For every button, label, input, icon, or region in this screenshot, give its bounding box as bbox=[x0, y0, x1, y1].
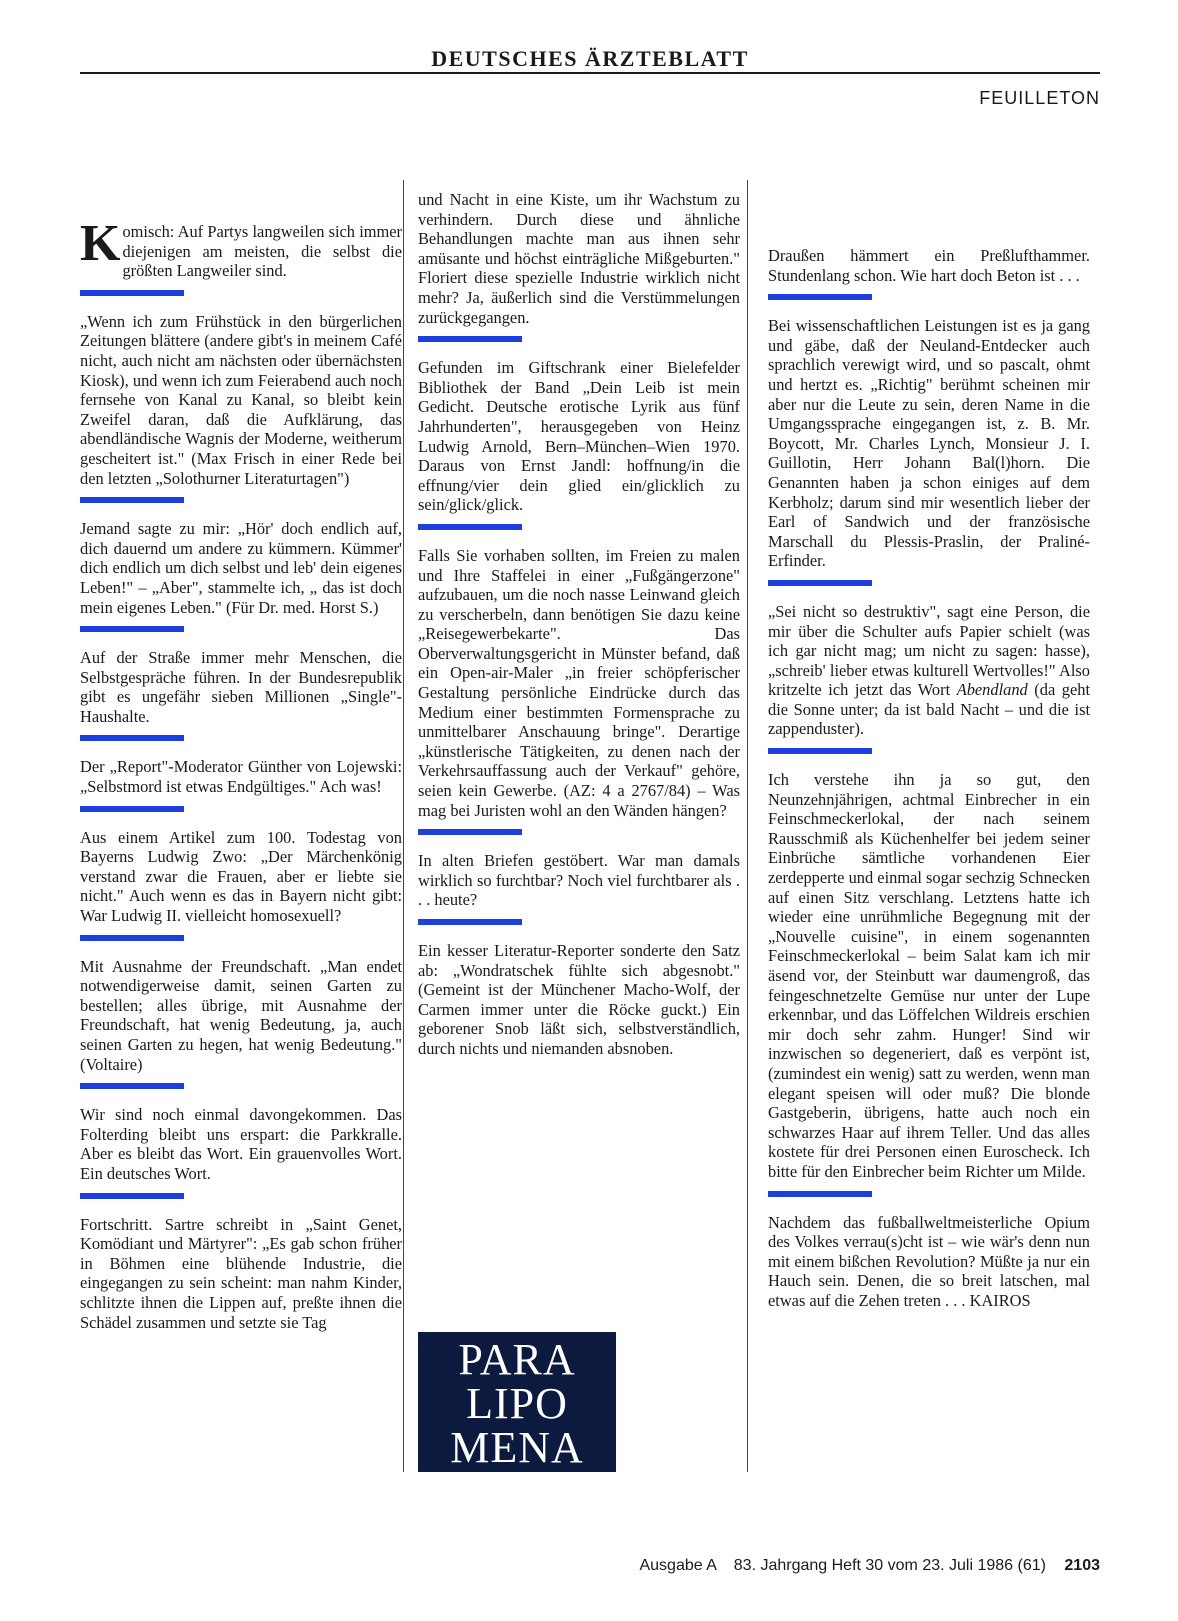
text-block bbox=[80, 1105, 402, 1183]
paragraph: Fortschritt. Sartre schreibt in „Saint Genet, Komödiant und Märtyrer": „Es gab schon früher in Böhmen eine blühende Industrie, die eingegangen zu sein scheint: man nahm Kinder, schlitzte ihnen die Lippen auf, preßte ihnen die Schädel zusammen und setzte sie Tag bbox=[80, 1214, 402, 1332]
paragraph: Falls Sie vorhaben sollten, im Freien zu malen und Ihre Staffelei in einer „Fußgängerzone" aufzubauen, um die noch nasse Leinwand gleich zu verscherbeln, dann benötigen Sie dazu keine „Reisegewerbekarte". Das Oberverwaltungsgericht in Münster befand, daß ein Open-air-Maler „in freier schöpferischer Gestaltung persönliche Eindrücke durch das Medium einer bestimmten Formensprache zu unmittelbarer Anschauung bringe". Derartige „künstlerische Tätigkeiten, zu denen nach der Verkehrsauffassung auch der Verkauf" gehöre, seien kein Gewerbe. (AZ: 4 a 2767/84) – Was mag bei Juristen wohl an den Wänden hängen? bbox=[418, 545, 740, 820]
text-block bbox=[768, 770, 1090, 1181]
divider-bar bbox=[80, 1193, 184, 1199]
divider-bar bbox=[418, 336, 522, 342]
text-block bbox=[80, 757, 402, 796]
divider-bar bbox=[768, 580, 872, 586]
page-footer bbox=[80, 1557, 1100, 1575]
divider-bar bbox=[768, 294, 872, 300]
paragraph: „Wenn ich zum Frühstück in den bürgerlichen Zeitungen blättere (andere gibt's in meinem Café nicht, auch nicht am nächsten oder übernächsten Kiosk), und wenn ich zum Feierabend auch noch fernsehe von Kanal zu Kanal, so bleibt kein Zweifel daran, daß die Aufklärung, das abendländische Wagnis der Moderne, weitherum gescheitert ist." (Max Frisch in einer Rede bei den letzten „Solothurner Literaturtagen") bbox=[80, 311, 402, 488]
text-block bbox=[768, 246, 1090, 285]
paragraph: In alten Briefen gestöbert. War man damals wirklich so furchtbar? Noch viel furchtbarer als . . . heute? bbox=[418, 851, 740, 910]
text-block bbox=[418, 358, 740, 515]
logo-line: PARA bbox=[458, 1335, 576, 1384]
paragraph-text: (da geht die Sonne unter; da ist bald Nacht – und die ist zappenduster). bbox=[768, 680, 1091, 739]
divider-bar bbox=[80, 935, 184, 941]
logo-line: MENA bbox=[450, 1423, 584, 1472]
divider-bar bbox=[80, 497, 184, 503]
text-block bbox=[80, 648, 402, 726]
paragraph: Gefunden im Giftschrank einer Bielefelder Bibliothek der Band „Dein Leib ist mein Gedicht. Deutsche erotische Lyrik aus fünf Jahrhunderten", herausgegeben von Heinz Ludwig Arnold, Bern–München–Wien 1970. Daraus von Ernst Jandl: hoffnung/in die effnung/vier dein glied ein/glicklich zu sein/glick/glick. bbox=[418, 358, 740, 515]
paragraph: Auf der Straße immer mehr Menschen, die Selbstgespräche führen. In der Bundesrepublik gibt es ungefähr sieben Millionen „Single"-Haushalte. bbox=[80, 648, 402, 726]
column-divider bbox=[747, 180, 748, 1472]
section-label: FEUILLETON bbox=[979, 88, 1100, 108]
paragraph: und Nacht in eine Kiste, um ihr Wachstum zu verhindern. Durch diese und ähnliche Behandlungen machte man aus ihnen sehr amüsante und höchst einträgliche Mißgeburten." Floriert diese spezielle Industrie wirklich nicht mehr? Ja, äußerlich sind die Verstümmelungen zurückgegangen. bbox=[418, 190, 740, 327]
text-block bbox=[80, 519, 402, 617]
paragraph: omisch: Auf Partys langweilen sich immer diejenigen am meisten, die selbst die größten Langweiler sind. bbox=[122, 222, 402, 281]
text-block bbox=[80, 828, 402, 926]
paragraph: Bei wissenschaftlichen Leistungen ist es ja gang und gäbe, daß der Neuland-Entdecker auch sprachlich verewigt wird, und so pascalt, ohmt und hertzt es. „Richtig" berühmt scheinen mir aber nur die Leute zu sein, deren Name in die Umgangssprache eingegangen ist, z. B. Mr. Boycott, Mr. Charles Lynch, Monsieur J. I. Guillotin, Herr Johann Bal(l)horn. Die Genannten haben ja schon einiges auf dem Kerbholz; darum sind mir wesentlich lieber der Earl of Sandwich und der französische Marschall du Plessis-Praslin, der Praliné-Erfinder. bbox=[768, 316, 1090, 571]
logo-line: LIPO bbox=[466, 1379, 568, 1428]
text-block bbox=[80, 1215, 402, 1333]
divider-bar bbox=[80, 806, 184, 812]
divider-bar bbox=[80, 1083, 184, 1089]
text-block bbox=[418, 941, 740, 1059]
text-block bbox=[80, 312, 402, 488]
text-block bbox=[80, 215, 402, 281]
text-block bbox=[80, 957, 402, 1075]
paragraph: Der „Report"-Moderator Günther von Lojewski: „Selbstmord ist etwas Endgültiges." Ach was! bbox=[80, 757, 402, 797]
divider-bar bbox=[80, 735, 184, 741]
paragraph: Mit Ausnahme der Freundschaft. „Man endet notwendigerweise damit, seinen Garten zu bestellen; alles übrige, mit Ausnahme der Freundschaft, hat wenig Bedeutung, ja, auch seinen Garten zu hegen, hat wenig Bedeutung." (Voltaire) bbox=[80, 956, 402, 1074]
column-divider bbox=[403, 180, 404, 1472]
paragraph: Wir sind noch einmal davongekommen. Das Folterding bleibt uns erspart: die Parkkralle. Aber es bleibt das Wort. Ein grauenvolles Wort. Ein deutsches Wort. bbox=[80, 1105, 402, 1183]
divider-bar bbox=[418, 919, 522, 925]
text-block bbox=[418, 190, 740, 327]
edition: Ausgabe A bbox=[639, 1557, 716, 1574]
paragraph: Draußen hämmert ein Preßlufthammer. Stundenlang schon. Wie hart doch Beton ist . . . bbox=[768, 246, 1090, 285]
paralipomena-logo bbox=[418, 1332, 616, 1472]
issue-info: 83. Jahrgang Heft 30 vom 23. Juli 1986 (61) bbox=[733, 1557, 1046, 1574]
text-block bbox=[768, 602, 1090, 739]
text-block bbox=[768, 316, 1090, 571]
paragraph: Nachdem das fußballweltmeisterliche Opium des Volkes verrau(s)cht ist – wie wär's denn nun mit einem bißchen Revolution? Müßte ja nur ein Hauch sein. Denen, die so breit latschen, mal etwas auf die Zehen treten . . . KAIROS bbox=[768, 1212, 1090, 1310]
paragraph bbox=[768, 602, 1090, 739]
text-block bbox=[768, 1213, 1090, 1311]
divider-bar bbox=[768, 1191, 872, 1197]
divider-bar bbox=[418, 829, 522, 835]
page-number: 2103 bbox=[1064, 1557, 1100, 1574]
paragraph-text: „Sei nicht so destruktiv", sagt eine Person, die mir über die Schulter aufs Papier schielt (was ich gar nicht mag; um nicht zu sagen: hasse), „schreib' lieber etwas kulturell Wertvolles!" Also kritzelte ich jetzt das Wort bbox=[768, 601, 1090, 700]
paragraph: Ein kesser Literatur-Reporter sonderte den Satz ab: „Wondratschek fühlte sich abgesnobt." (Gemeint ist der Münchener Macho-Wolf, der Carmen immer unter die Röcke guckt.) Ein geborener Snob läßt sich, selbstverständlich, durch nichts und niemanden absnoben. bbox=[418, 941, 740, 1058]
article-column-1 bbox=[80, 215, 402, 1341]
divider-bar bbox=[768, 748, 872, 754]
masthead-rule bbox=[80, 72, 1100, 74]
text-block bbox=[418, 851, 740, 910]
paragraph: Ich verstehe ihn ja so gut, den Neunzehnjährigen, achtmal Einbrecher in ein Feinschmeckerlokal, der nach seinem Rausschmiß als Küchenhelfer bei jedem seiner Einbrüche sämtliche vorhandenen Eier zerdepperte und einmal sogar sechzig Schnecken auf einen Sitz verschlang. Letztens hatte ich wieder eine unrühmliche Begegnung mit der „Nouvelle cuisine", in einem sogenannten Feinschmeckerlokal – beim Salat kam ich mir äsend vor, der Steinbutt war daumengroß, das feingeschnetzelte Gemüse nur unter der Lupe erkennbar, und das Löffelchen Wildreis erschien mir doch sehr zahm. Hunger! Sind wir inzwischen so degeneriert, daß es verpönt ist, (zumindest ein wenig) satt zu werden, wenn man elegant speisen will oder muß? Die blonde Gastgeberin, übrigens, hatte auch noch ein schwarzes Haar auf ihrem Teller. Und das alles kostete für drei Personen einen Euroscheck. Ich bitte für den Einbrecher beim Richter um Milde. bbox=[768, 770, 1090, 1181]
drop-cap: K bbox=[80, 215, 121, 272]
article-column-2 bbox=[418, 190, 740, 1068]
emphasis: Abendland bbox=[956, 680, 1028, 700]
paragraph: Aus einem Artikel zum 100. Todestag von Bayerns Ludwig Zwo: „Der Märchenkönig verstand zwar die Frauen, aber er liebte sie nicht." Auch wenn es das in Bayern nicht gibt: War Ludwig II. vielleicht homosexuell? bbox=[80, 827, 402, 926]
masthead-title: DEUTSCHES ÄRZTEBLATT bbox=[431, 46, 749, 71]
divider-bar bbox=[80, 626, 184, 632]
divider-bar bbox=[80, 290, 184, 296]
article-column-3 bbox=[768, 246, 1090, 1320]
divider-bar bbox=[418, 524, 522, 530]
paragraph: Jemand sagte zu mir: „Hör' doch endlich auf, dich dauernd um andere zu kümmern. Kümmer' dich endlich um dich selbst und leb' dein eigenes Leben!" – „Aber", stammelte ich, „ das ist doch mein eigenes Leben." (Für Dr. med. Horst S.) bbox=[80, 519, 402, 617]
text-block bbox=[418, 546, 740, 820]
